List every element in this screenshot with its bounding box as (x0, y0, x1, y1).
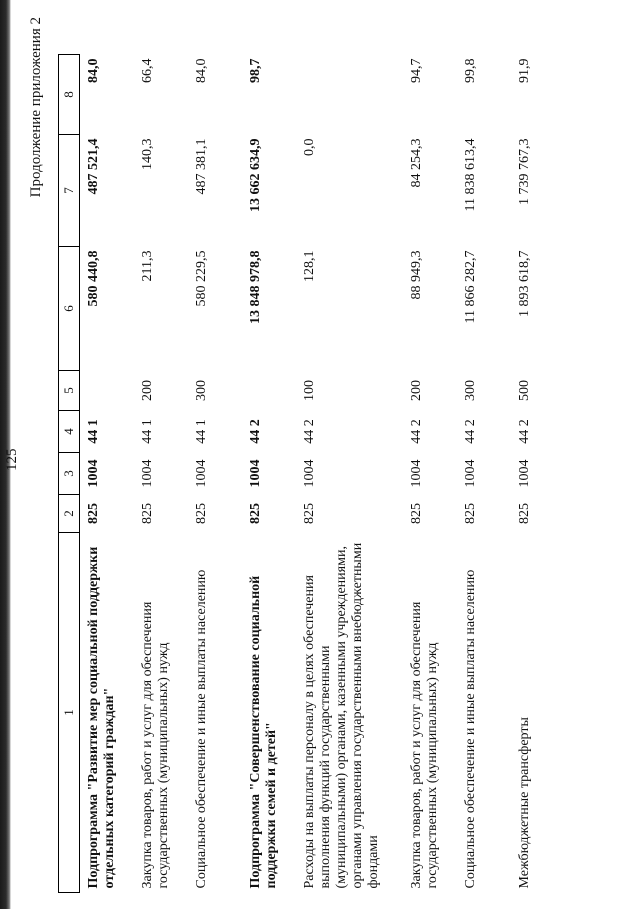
admin-code: 825 (247, 503, 263, 524)
item-name: Межбюджетные трансферты (516, 717, 532, 889)
expense-type-code (242, 371, 296, 411)
column-number: 7 (59, 135, 80, 247)
table-row (403, 55, 457, 893)
section-code: 1004 (301, 459, 317, 488)
executed-amount: 1 739 767,3 (516, 138, 532, 205)
section-code: 1004 (516, 459, 532, 488)
program-code: 44 2 (408, 419, 424, 444)
column-number: 3 (59, 453, 80, 495)
expense-type-code: 500 (516, 380, 532, 401)
planned-amount: 11 866 282,7 (462, 250, 478, 324)
table-row (242, 55, 296, 893)
execution-percent: 84,0 (193, 58, 209, 83)
executed-amount: 13 662 634,9 (247, 138, 263, 212)
admin-code: 825 (516, 503, 532, 524)
table-row (134, 55, 188, 893)
section-code: 1004 (193, 459, 209, 488)
expense-type-code: 100 (301, 380, 317, 401)
executed-amount: 140,3 (139, 138, 155, 170)
section-code: 1004 (139, 459, 155, 488)
column-number-row (59, 55, 80, 893)
table-row (80, 55, 134, 893)
program-code: 44 2 (462, 419, 478, 444)
planned-amount: 13 848 978,8 (247, 250, 263, 324)
admin-code: 825 (408, 503, 424, 524)
column-number: 5 (59, 371, 80, 411)
planned-amount: 88 949,3 (408, 250, 424, 300)
column-number: 1 (59, 533, 80, 893)
table-row (511, 55, 565, 893)
program-code: 44 1 (86, 419, 101, 444)
execution-percent: 91,9 (516, 58, 532, 83)
item-name: Расходы на выплаты персоналу в целях обеспечения выполнения функций государственными (муниципальными) органами, казенными учреждениями, органами управления государственными внебюджетными фондами (301, 542, 381, 889)
item-name: Социальное обеспечение и иные выплаты населению (193, 569, 209, 889)
section-code: 1004 (86, 459, 101, 488)
expense-type-code (80, 371, 134, 411)
expense-type-code: 300 (462, 380, 478, 401)
program-code: 44 1 (193, 419, 209, 444)
admin-code: 825 (139, 503, 155, 524)
execution-percent: 99,8 (462, 58, 478, 83)
item-name: Закупка товаров, работ и услуг для обеспечения государственных (муниципальных) нужд (408, 601, 440, 889)
page-number: 125 (4, 448, 20, 471)
section-code: 1004 (462, 459, 478, 488)
column-number: 4 (59, 411, 80, 453)
planned-amount: 128,1 (301, 250, 317, 282)
expense-type-code: 300 (193, 380, 209, 401)
expense-type-code: 200 (408, 380, 424, 401)
section-code: 1004 (408, 459, 424, 488)
program-code: 44 2 (301, 419, 317, 444)
planned-amount: 580 440,8 (86, 250, 101, 307)
item-name: Подпрограмма "Развитие мер социальной поддержки отдельных категорий граждан" (86, 546, 117, 889)
executed-amount: 11 838 613,4 (462, 138, 478, 212)
column-number: 8 (59, 55, 80, 135)
execution-percent: 94,7 (408, 58, 424, 83)
table-row (457, 55, 511, 893)
executed-amount: 487 521,4 (86, 138, 101, 195)
table-row (296, 55, 403, 893)
admin-code: 825 (193, 503, 209, 524)
column-number: 2 (59, 495, 80, 533)
admin-code: 825 (462, 503, 478, 524)
item-name: Закупка товаров, работ и услуг для обеспечения государственных (муниципальных) нужд (139, 601, 171, 889)
execution-percent: 84,0 (86, 58, 101, 83)
program-code: 44 1 (139, 419, 155, 444)
execution-percent: 66,4 (139, 58, 155, 83)
execution-percent: 98,7 (247, 58, 263, 83)
planned-amount: 580 229,5 (193, 250, 209, 307)
execution-percent (296, 55, 403, 135)
item-name: Подпрограмма "Совершенствование социальной поддержки семей и детей" (247, 575, 279, 889)
admin-code: 825 (86, 503, 101, 524)
continuation-note: Продолжение приложения 2 (28, 17, 44, 198)
budget-table (58, 54, 565, 893)
program-code: 44 2 (247, 419, 263, 444)
table-row (188, 55, 242, 893)
executed-amount: 487 381,1 (193, 138, 209, 195)
planned-amount: 1 893 618,7 (516, 250, 532, 317)
expense-type-code: 200 (139, 380, 155, 401)
section-code: 1004 (247, 459, 263, 488)
executed-amount: 84 254,3 (408, 138, 424, 188)
admin-code: 825 (301, 503, 317, 524)
column-number: 6 (59, 247, 80, 371)
executed-amount: 0,0 (301, 138, 317, 156)
planned-amount: 211,3 (139, 250, 155, 282)
item-name: Социальное обеспечение и иные выплаты населению (462, 569, 478, 889)
program-code: 44 2 (516, 419, 532, 444)
